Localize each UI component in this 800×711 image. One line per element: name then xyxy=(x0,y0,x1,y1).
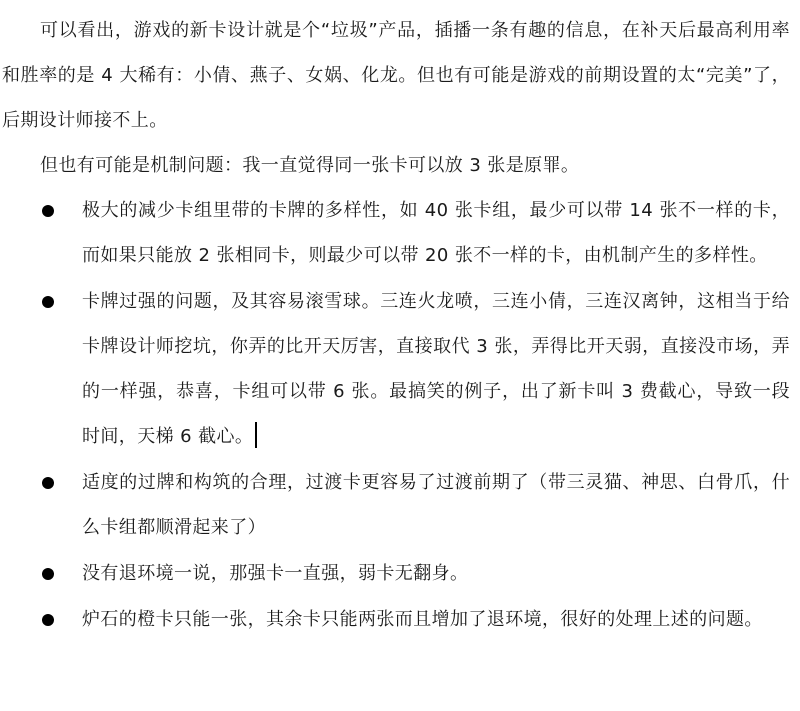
list-item-text: 极大的减少卡组里带的卡牌的多样性，如 40 张卡组，最少可以带 14 张不一样的卡，而如果只能放 2 张相同卡，则最少可以带 20 张不一样的卡，由机制产生的多样性。 xyxy=(82,200,790,266)
list-item xyxy=(2,279,790,459)
bullet-dot-icon xyxy=(42,477,54,489)
text-cursor[interactable] xyxy=(255,422,257,448)
bullet-dot-icon xyxy=(42,205,54,217)
list-item-text: 没有退环境一说，那强卡一直强，弱卡无翻身。 xyxy=(82,563,469,584)
list-item xyxy=(2,460,790,550)
list-item xyxy=(2,597,790,642)
list-item xyxy=(2,188,790,278)
paragraph-intro: 可以看出，游戏的新卡设计就是个“垃圾”产品，插播一条有趣的信息，在补天后最高利用率和胜率的是 4 大稀有：小倩、燕子、女娲、化龙。但也有可能是游戏的前期设置的太“完美”了，后期设计师接不上。 xyxy=(2,20,790,131)
bullet-dot-icon xyxy=(42,568,54,580)
list-item-text: 卡牌过强的问题，及其容易滚雪球。三连火龙喷，三连小倩，三连汉离钟，这相当于给卡牌设计师挖坑，你弄的比开天厉害，直接取代 3 张，弄得比开天弱，直接没市场，弄的一样强，恭喜，卡组可以带 6 张。最搞笑的例子，出了新卡叫 3 费截心，导致一段时间，天梯 6 截心。 xyxy=(82,291,790,447)
bullet-dot-icon xyxy=(42,296,54,308)
paragraph-mechanism: 但也有可能是机制问题：我一直觉得同一张卡可以放 3 张是原罪。 xyxy=(40,155,580,176)
list-item-text: 适度的过牌和构筑的合理，过渡卡更容易了过渡前期了（带三灵猫、神思、白骨爪，什么卡组都顺滑起来了） xyxy=(82,472,790,538)
list-item-text: 炉石的橙卡只能一张，其余卡只能两张而且增加了退环境，很好的处理上述的问题。 xyxy=(82,609,763,630)
bullet-dot-icon xyxy=(42,614,54,626)
bullet-list xyxy=(2,188,790,642)
list-item xyxy=(2,551,790,596)
